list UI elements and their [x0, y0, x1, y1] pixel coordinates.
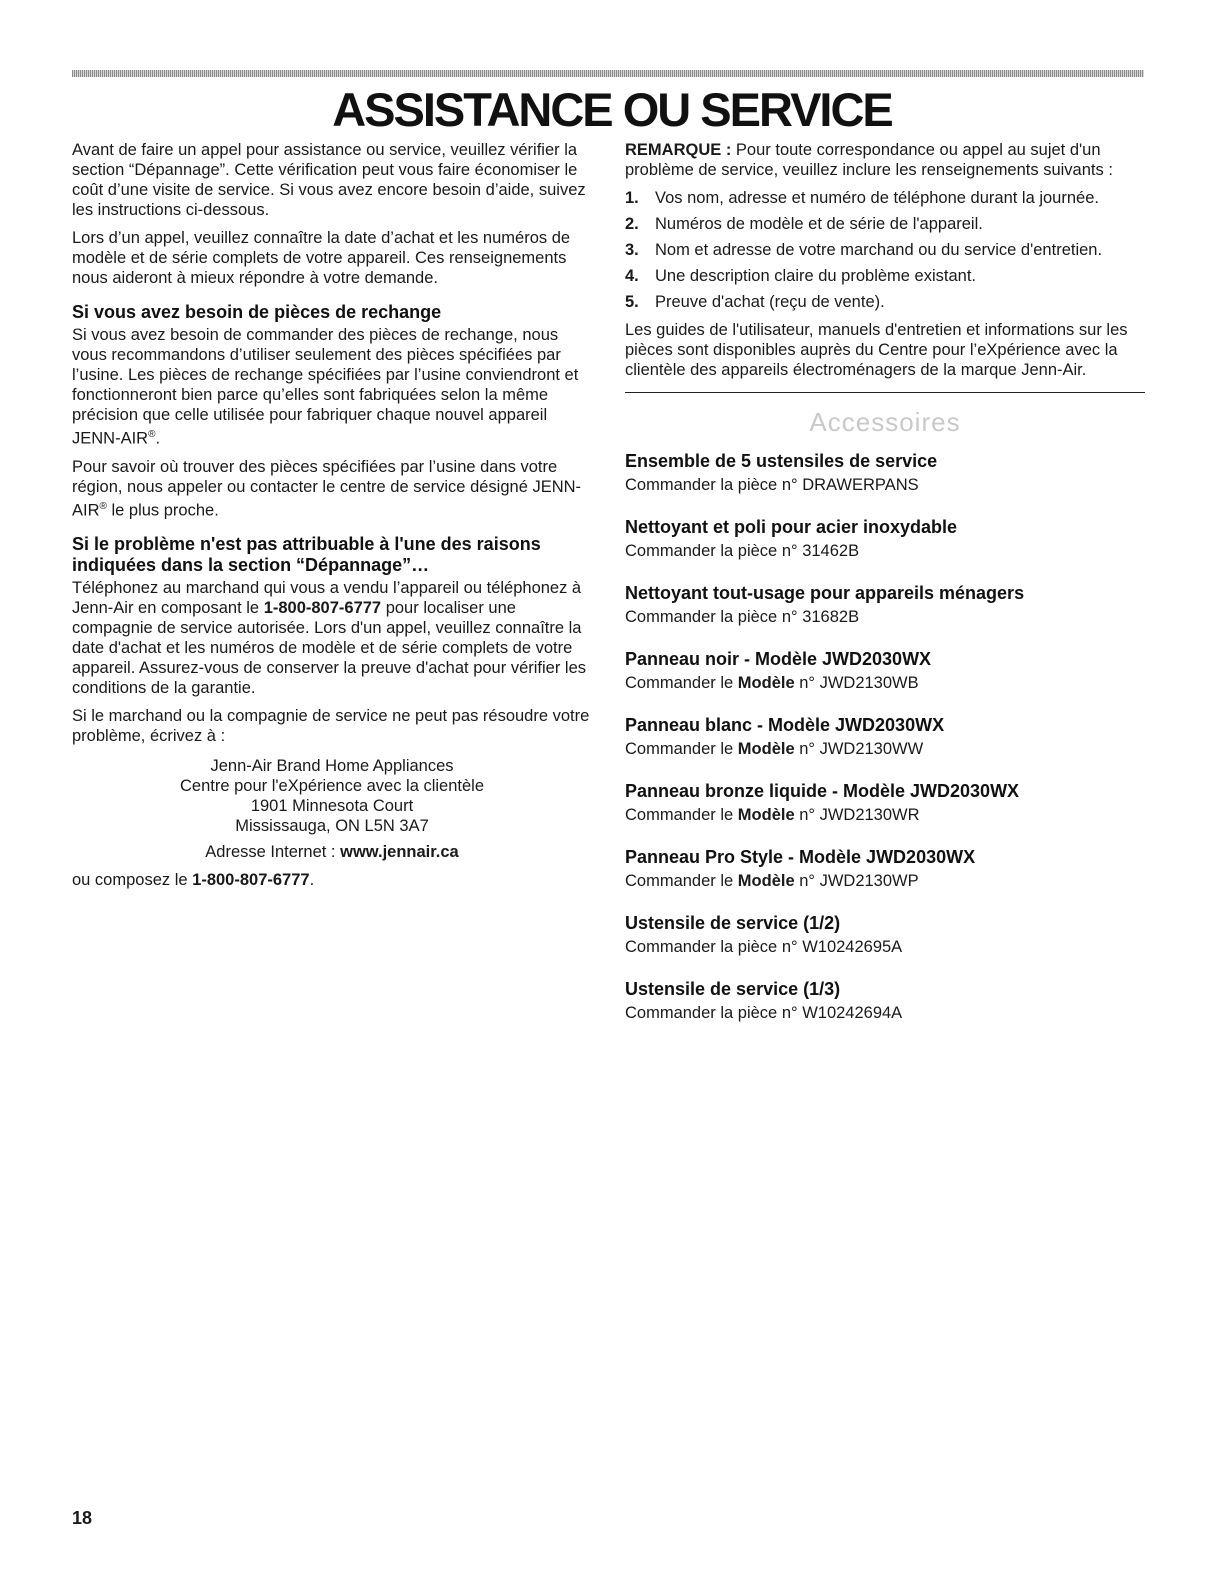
accessory-order: Commander la pièce n° 31682B	[625, 608, 860, 626]
accessory-order: Commander la pièce n° 31462B	[625, 542, 860, 560]
address-line: Centre pour l'eXpérience avec la clientèle	[180, 777, 484, 795]
accessory-order: Commander le Modèle n° JWD2130WW	[625, 740, 924, 758]
list-item: 1. Vos nom, adresse et numéro de téléphone durant la journée.	[625, 189, 1099, 207]
accessory-name: Panneau noir - Modèle JWD2030WX	[625, 649, 932, 669]
intro-paragraph-1: Avant de faire un appel pour assistance ou service, veuillez vérifier la section “Dépannage”. Cette vérification peut vous faire économiser le coût d’une visite de service. Si vous avez encore besoin d’aide, suivez les instructions ci-dessous.	[72, 141, 586, 219]
list-item: 5. Preuve d'achat (reçu de vente).	[625, 293, 885, 311]
intro-paragraph-2: Lors d’un appel, veuillez connaître la date d’achat et les numéros de modèle et de série complets de votre appareil. Ces renseignements nous aideront à mieux répondre à votre demande.	[72, 229, 571, 287]
page-title: ASSISTANCE OU SERVICE	[332, 83, 892, 136]
accessory-order: Commander le Modèle n° JWD2130WR	[625, 806, 920, 824]
accessory-item	[625, 847, 1145, 891]
problem-paragraph-2: Si le marchand ou la compagnie de service ne peut pas résoudre votre problème, écrivez à :	[72, 707, 590, 745]
section-divider	[625, 392, 1145, 393]
accessory-name: Nettoyant et poli pour acier inoxydable	[625, 517, 958, 537]
call-line: ou composez le 1-800-807-6777.	[72, 871, 315, 889]
registered-mark: ®	[148, 429, 156, 440]
note-label: REMARQUE :	[625, 141, 732, 159]
problem-heading: Si le problème n'est pas attribuable à l'une des raisons indiquées dans la section “Dépannage”…	[72, 534, 541, 575]
phone-number[interactable]: 1-800-807-6777	[263, 599, 382, 617]
registered-mark: ®	[99, 500, 107, 512]
phone-number[interactable]: 1-800-807-6777	[192, 871, 310, 889]
accessory-order: Commander la pièce n° W10242695A	[625, 938, 903, 956]
guides-paragraph: Les guides de l'utilisateur, manuels d'entretien et informations sur les pièces sont disponibles auprès du Centre pour l’eXpérience avec la clientèle des appareils électroménagers de la marque Jenn-Air.	[625, 321, 1128, 379]
accessory-order: Commander le Modèle n° JWD2130WB	[625, 674, 919, 692]
accessory-item	[625, 451, 1145, 495]
accessory-item	[625, 517, 1145, 561]
address-line: 1901 Minnesota Court	[250, 797, 414, 815]
info-list	[625, 188, 1145, 312]
accessory-item	[625, 781, 1145, 825]
parts-heading: Si vous avez besoin de pièces de rechange	[72, 302, 442, 322]
accessory-item	[625, 715, 1145, 759]
accessory-order: Commander le Modèle n° JWD2130WP	[625, 872, 919, 890]
accessory-name: Panneau bronze liquide - Modèle JWD2030WX	[625, 781, 1020, 801]
address-line: Jenn-Air Brand Home Appliances	[210, 757, 454, 775]
website-link[interactable]: www.jennair.ca	[340, 843, 459, 861]
top-decorative-rule	[72, 70, 1144, 77]
accessories-title: Accessoires	[809, 407, 961, 437]
parts-paragraph-2: Pour savoir où trouver des pièces spécifiées par l’usine dans votre région, nous appeler ou contacter le centre de service désigné JENN-AIR® le plus proche.	[72, 457, 582, 519]
accessory-name: Panneau Pro Style - Modèle JWD2030WX	[625, 847, 976, 867]
page-number: 18	[72, 1508, 93, 1528]
accessory-name: Nettoyant tout-usage pour appareils ménagers	[625, 583, 1025, 603]
note-paragraph: REMARQUE : Pour toute correspondance ou appel au sujet d'un problème de service, veuillez inclure les renseignements suivants :	[625, 141, 1113, 179]
left-column	[72, 140, 592, 898]
list-item: 2. Numéros de modèle et de série de l'appareil.	[625, 215, 983, 233]
accessory-item	[625, 583, 1145, 627]
list-item: 4. Une description claire du problème existant.	[625, 267, 977, 285]
right-column	[625, 140, 1145, 1045]
parts-paragraph-1: Si vous avez besoin de commander des pièces de rechange, nous vous recommandons d’utiliser seulement des pièces spécifiées par l’usine. Les pièces de rechange spécifiées par l’usine conviendront et fonctionneront bien parce qu’elles sont fabriquées selon la même précision que celle utilisée pour fabriquer chaque nouvel appareil JENN-AIR®.	[72, 326, 579, 448]
problem-paragraph-1: Téléphonez au marchand qui vous a vendu l’appareil ou téléphonez à Jenn-Air en composant le 1-800-807-6777 pour localiser une compagnie de service autorisée. Lors d'un appel, veuillez connaître la date d'achat et les numéros de modèle et de série complets de votre appareil. Assurez-vous de conserver la preuve d'achat pour vérifier les conditions de la garantie.	[72, 579, 586, 697]
internet-address: Adresse Internet : www.jennair.ca	[205, 843, 459, 861]
accessory-order: Commander la pièce n° DRAWERPANS	[625, 476, 919, 494]
accessory-name: Ensemble de 5 ustensiles de service	[625, 451, 938, 471]
accessory-item	[625, 649, 1145, 693]
accessory-order: Commander la pièce n° W10242694A	[625, 1004, 903, 1022]
accessory-name: Ustensile de service (1/2)	[625, 913, 841, 933]
address-line: Mississauga, ON L5N 3A7	[235, 817, 429, 835]
accessory-item	[625, 979, 1145, 1023]
mailing-address	[72, 756, 592, 836]
accessory-item	[625, 913, 1145, 957]
accessory-name: Ustensile de service (1/3)	[625, 979, 841, 999]
list-item: 3. Nom et adresse de votre marchand ou du service d'entretien.	[625, 241, 1103, 259]
accessory-name: Panneau blanc - Modèle JWD2030WX	[625, 715, 945, 735]
